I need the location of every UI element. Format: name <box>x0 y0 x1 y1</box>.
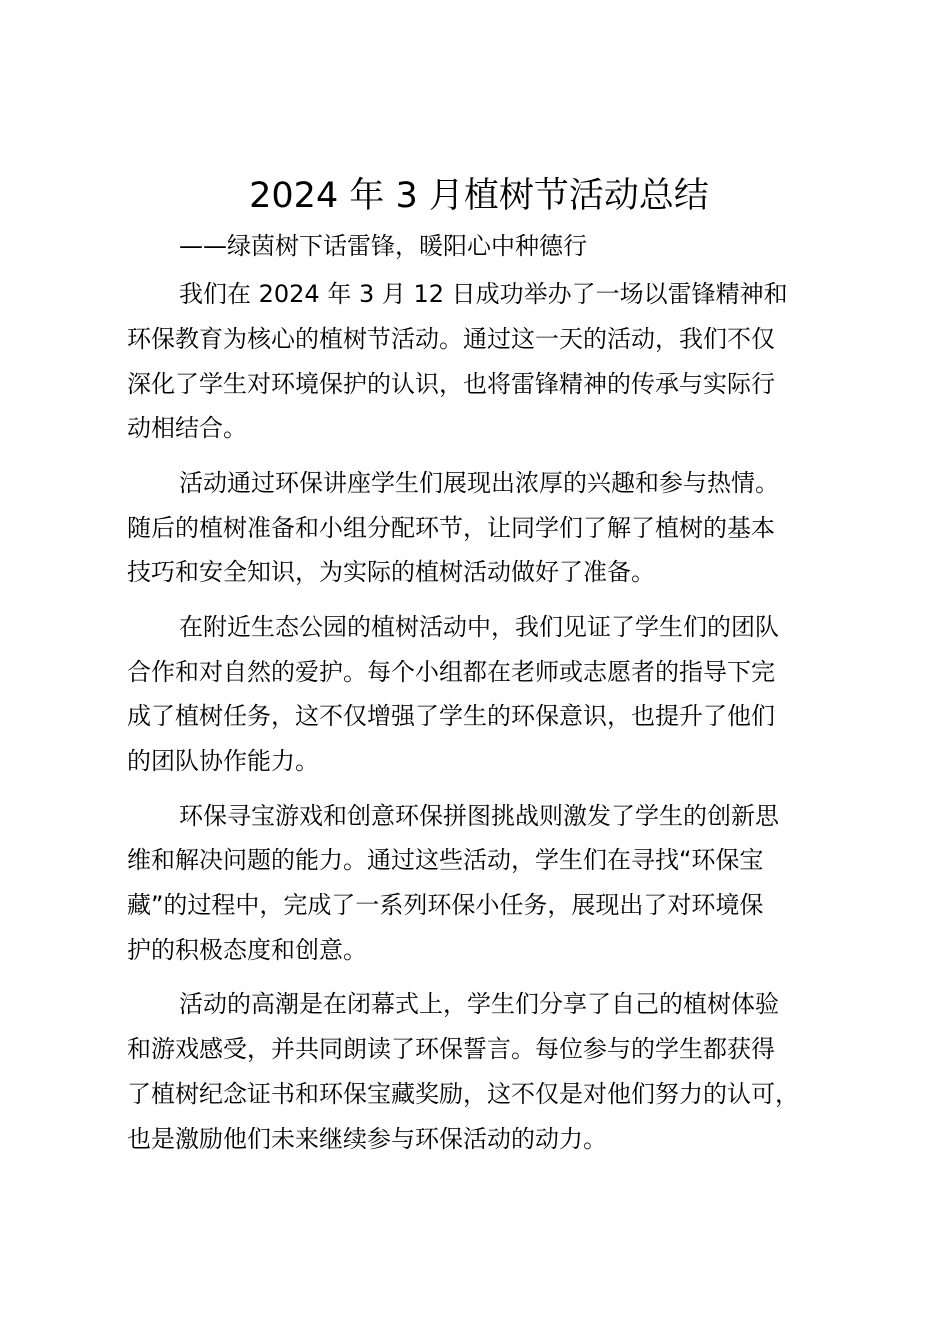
paragraph-line: 技巧和安全知识，为实际的植树活动做好了准备。 <box>127 558 655 587</box>
paragraph-3 <box>127 605 847 784</box>
document-title: 2024 年 3 月植树节活动总结 <box>249 176 709 216</box>
paragraph-line: 活动通过环保讲座学生们展现出浓厚的兴趣和参与热情。 <box>179 468 779 497</box>
paragraph-line: 了植树纪念证书和环保宝藏奖励，这不仅是对他们努力的认可， <box>127 1079 799 1108</box>
document-subtitle: ——绿茵树下话雷锋，暖阳心中种德行 <box>179 232 587 260</box>
paragraph-line: 活动的高潮是在闭幕式上，学生们分享了自己的植树体验 <box>179 990 779 1019</box>
paragraph-line: 合作和对自然的爱护。每个小组都在老师或志愿者的指导下完 <box>127 657 775 686</box>
paragraph-4 <box>127 794 847 973</box>
paragraph-line: 护的积极态度和创意。 <box>127 935 367 964</box>
paragraph-line: 和游戏感受，并共同朗读了环保誓言。每位参与的学生都获得 <box>127 1035 775 1064</box>
paragraph-line: 藏”的过程中，完成了一系列环保小任务，展现出了对环境保 <box>127 891 764 920</box>
paragraph-line: 动相结合。 <box>127 414 247 443</box>
paragraph-1 <box>127 272 847 451</box>
paragraph-line: 环保教育为核心的植树节活动。通过这一天的活动，我们不仅 <box>127 324 775 353</box>
paragraph-line: 成了植树任务，这不仅增强了学生的环保意识，也提升了他们 <box>127 702 775 731</box>
document-body <box>127 272 847 1171</box>
paragraph-line: 维和解决问题的能力。通过这些活动，学生们在寻找“环保宝 <box>127 846 764 875</box>
paragraph-5 <box>127 982 847 1161</box>
paragraph-line: 我们在 2024 年 3 月 12 日成功举办了一场以雷锋精神和 <box>179 280 788 308</box>
paragraph-line: 深化了学生对环境保护的认识，也将雷锋精神的传承与实际行 <box>127 369 775 398</box>
paragraph-line: 的团队协作能力。 <box>127 747 319 776</box>
paragraph-2 <box>127 461 847 595</box>
paragraph-line: 随后的植树准备和小组分配环节，让同学们了解了植树的基本 <box>127 513 775 542</box>
paragraph-line: 环保寻宝游戏和创意环保拼图挑战则激发了学生的创新思 <box>179 801 779 830</box>
paragraph-line: 在附近生态公园的植树活动中，我们见证了学生们的团队 <box>179 612 779 641</box>
paragraph-line: 也是激励他们未来继续参与环保活动的动力。 <box>127 1124 607 1153</box>
